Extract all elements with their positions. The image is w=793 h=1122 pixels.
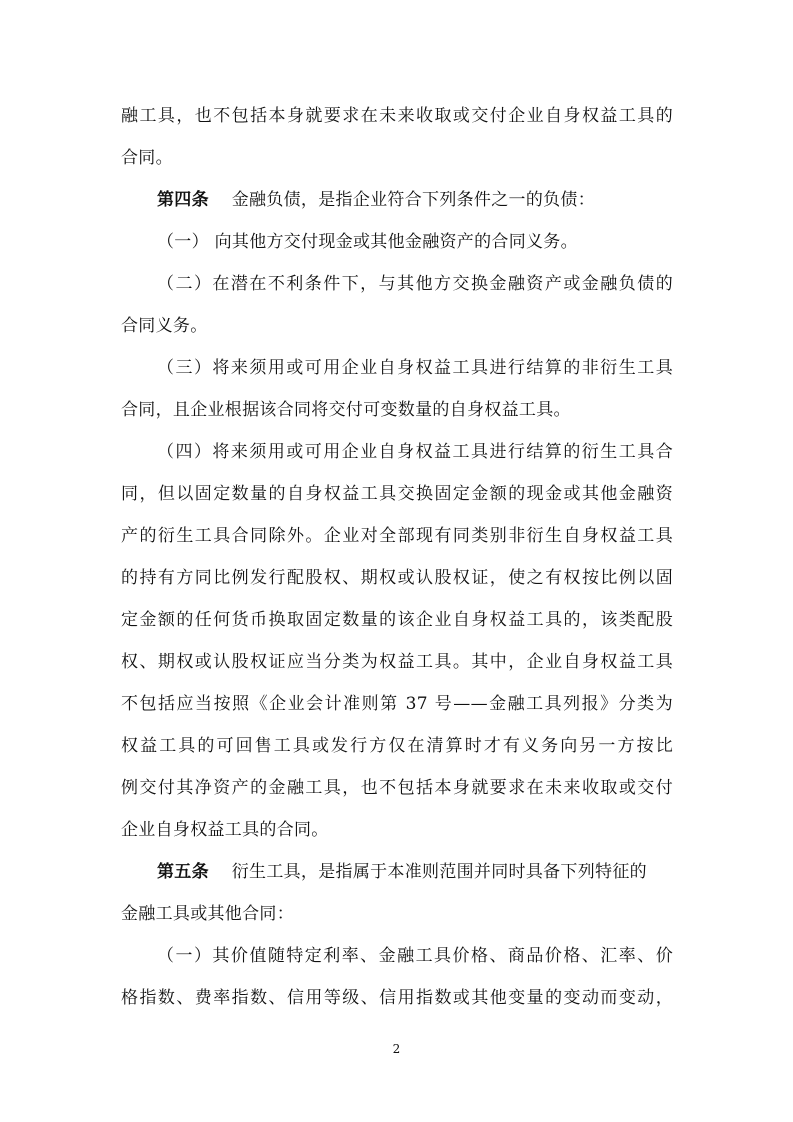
article-5-text: 衍生工具，是指属于本准则范围并同时具备下列特征的 — [231, 862, 647, 882]
text-line: 企业自身权益工具的合同。 — [121, 820, 329, 840]
text-line: 不包括应当按照《企业会计准则第 37 号——金融工具列报》分类为 — [121, 694, 673, 714]
text-line: （一）其价值随特定利率、金融工具价格、商品价格、汇率、价 — [157, 946, 673, 966]
article-4-heading: 第四条 — [157, 190, 209, 210]
text-line: （二）在潜在不利条件下，与其他方交换金融资产或金融负债的 — [157, 274, 673, 294]
text-line: （一） 向其他方交付现金或其他金融资产的合同义务。 — [157, 232, 578, 252]
text-line: 定金额的任何货币换取固定数量的该企业自身权益工具的，该类配股 — [121, 610, 673, 630]
text-line: 产的衍生工具合同除外。企业对全部现有同类别非衍生自身权益工具 — [121, 526, 673, 546]
text-line: 合同。 — [121, 148, 173, 168]
text-line: 例交付其净资产的金融工具，也不包括本身就要求在未来收取或交付 — [121, 778, 673, 798]
text-line: 的持有方同比例发行配股权、期权或认股权证，使之有权按比例以固 — [121, 568, 673, 588]
text-line: 同，但以固定数量的自身权益工具交换固定金额的现金或其他金融资 — [121, 484, 673, 504]
text-line: 格指数、费率指数、信用等级、信用指数或其他变量的变动而变动， — [121, 988, 673, 1008]
article-4-text: 金融负债，是指企业符合下列条件之一的负债： — [231, 190, 596, 210]
article-5-heading: 第五条 — [157, 862, 209, 882]
text-line: 合同，且企业根据该合同将交付可变数量的自身权益工具。 — [121, 400, 571, 420]
text-line: 权、期权或认股权证应当分类为权益工具。其中，企业自身权益工具 — [121, 652, 673, 672]
page-number: 2 — [392, 1042, 401, 1056]
article-4-paragraph — [157, 188, 673, 212]
text-line: 合同义务。 — [121, 316, 208, 336]
article-5-paragraph — [157, 860, 673, 884]
text-line: （三）将来须用或可用企业自身权益工具进行结算的非衍生工具 — [157, 358, 673, 378]
text-line: 金融工具或其他合同： — [121, 904, 294, 924]
text-line: （四）将来须用或可用企业自身权益工具进行结算的衍生工具合 — [157, 442, 673, 462]
text-line: 权益工具的可回售工具或发行方仅在清算时才有义务向另一方按比 — [121, 736, 673, 756]
text-line: 融工具，也不包括本身就要求在未来收取或交付企业自身权益工具的 — [121, 106, 673, 126]
